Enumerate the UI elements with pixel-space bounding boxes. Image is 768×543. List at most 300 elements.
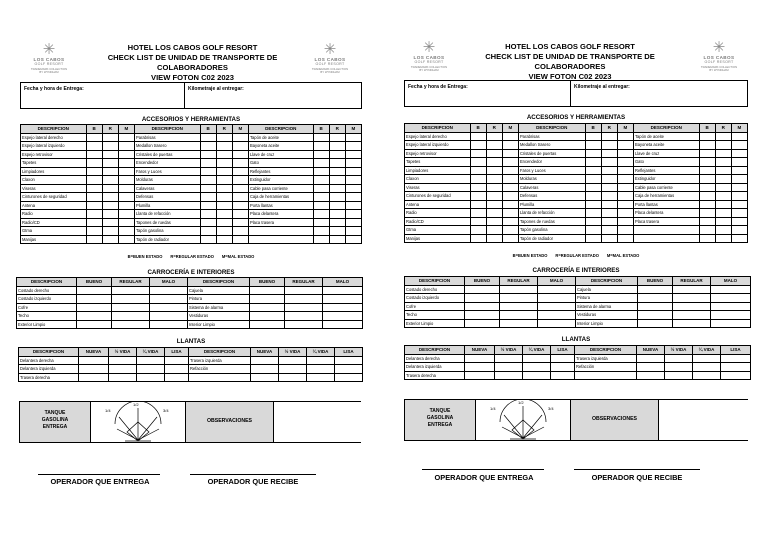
status-checkbox-cell[interactable] xyxy=(109,356,137,365)
observaciones-field[interactable] xyxy=(658,400,748,440)
status-checkbox-cell[interactable] xyxy=(693,371,721,380)
status-checkbox-cell[interactable] xyxy=(465,294,500,303)
status-checkbox-cell[interactable] xyxy=(500,319,538,328)
status-checkbox-cell[interactable] xyxy=(601,175,617,184)
status-checkbox-cell[interactable] xyxy=(345,235,361,244)
status-checkbox-cell[interactable] xyxy=(486,217,502,226)
status-checkbox-cell[interactable] xyxy=(699,209,715,218)
status-checkbox-cell[interactable] xyxy=(585,158,601,167)
status-checkbox-cell[interactable] xyxy=(250,286,285,295)
status-checkbox-cell[interactable] xyxy=(86,193,102,202)
status-checkbox-cell[interactable] xyxy=(102,210,118,219)
status-checkbox-cell[interactable] xyxy=(486,132,502,141)
status-checkbox-cell[interactable] xyxy=(601,209,617,218)
status-checkbox-cell[interactable] xyxy=(538,285,576,294)
status-checkbox-cell[interactable] xyxy=(638,285,673,294)
status-checkbox-cell[interactable] xyxy=(279,356,307,365)
status-checkbox-cell[interactable] xyxy=(486,200,502,209)
status-checkbox-cell[interactable] xyxy=(250,295,285,304)
status-checkbox-cell[interactable] xyxy=(329,184,345,193)
status-checkbox-cell[interactable] xyxy=(200,201,216,210)
status-checkbox-cell[interactable] xyxy=(86,159,102,168)
status-checkbox-cell[interactable] xyxy=(617,192,633,201)
status-checkbox-cell[interactable] xyxy=(715,234,731,243)
status-checkbox-cell[interactable] xyxy=(486,183,502,192)
status-checkbox-cell[interactable] xyxy=(216,159,232,168)
status-checkbox-cell[interactable] xyxy=(323,312,363,321)
status-checkbox-cell[interactable] xyxy=(617,183,633,192)
status-checkbox-cell[interactable] xyxy=(86,133,102,142)
status-checkbox-cell[interactable] xyxy=(731,132,747,141)
status-checkbox-cell[interactable] xyxy=(585,217,601,226)
status-checkbox-cell[interactable] xyxy=(502,217,518,226)
status-checkbox-cell[interactable] xyxy=(285,312,323,321)
status-checkbox-cell[interactable] xyxy=(102,184,118,193)
status-checkbox-cell[interactable] xyxy=(601,226,617,235)
status-checkbox-cell[interactable] xyxy=(699,200,715,209)
status-checkbox-cell[interactable] xyxy=(313,227,329,236)
status-checkbox-cell[interactable] xyxy=(329,142,345,151)
status-checkbox-cell[interactable] xyxy=(715,149,731,158)
status-checkbox-cell[interactable] xyxy=(200,159,216,168)
status-checkbox-cell[interactable] xyxy=(715,141,731,150)
status-checkbox-cell[interactable] xyxy=(112,320,150,329)
status-checkbox-cell[interactable] xyxy=(731,217,747,226)
status-checkbox-cell[interactable] xyxy=(731,226,747,235)
status-checkbox-cell[interactable] xyxy=(665,354,693,363)
status-checkbox-cell[interactable] xyxy=(715,132,731,141)
status-checkbox-cell[interactable] xyxy=(715,175,731,184)
status-checkbox-cell[interactable] xyxy=(601,192,617,201)
status-checkbox-cell[interactable] xyxy=(502,234,518,243)
status-checkbox-cell[interactable] xyxy=(165,356,189,365)
status-checkbox-cell[interactable] xyxy=(638,319,673,328)
status-checkbox-cell[interactable] xyxy=(232,167,248,176)
status-checkbox-cell[interactable] xyxy=(165,365,189,374)
status-checkbox-cell[interactable] xyxy=(617,149,633,158)
status-checkbox-cell[interactable] xyxy=(77,320,112,329)
status-checkbox-cell[interactable] xyxy=(699,183,715,192)
status-checkbox-cell[interactable] xyxy=(102,133,118,142)
status-checkbox-cell[interactable] xyxy=(307,356,335,365)
status-checkbox-cell[interactable] xyxy=(617,226,633,235)
status-checkbox-cell[interactable] xyxy=(313,142,329,151)
status-checkbox-cell[interactable] xyxy=(699,166,715,175)
status-checkbox-cell[interactable] xyxy=(345,176,361,185)
status-checkbox-cell[interactable] xyxy=(731,234,747,243)
status-checkbox-cell[interactable] xyxy=(77,312,112,321)
status-checkbox-cell[interactable] xyxy=(250,320,285,329)
status-checkbox-cell[interactable] xyxy=(585,209,601,218)
status-checkbox-cell[interactable] xyxy=(731,192,747,201)
status-checkbox-cell[interactable] xyxy=(585,175,601,184)
status-checkbox-cell[interactable] xyxy=(486,226,502,235)
status-checkbox-cell[interactable] xyxy=(118,201,134,210)
status-checkbox-cell[interactable] xyxy=(470,226,486,235)
status-checkbox-cell[interactable] xyxy=(731,209,747,218)
status-checkbox-cell[interactable] xyxy=(329,227,345,236)
status-checkbox-cell[interactable] xyxy=(102,235,118,244)
status-checkbox-cell[interactable] xyxy=(486,175,502,184)
status-checkbox-cell[interactable] xyxy=(200,235,216,244)
status-checkbox-cell[interactable] xyxy=(699,226,715,235)
status-checkbox-cell[interactable] xyxy=(711,285,751,294)
status-checkbox-cell[interactable] xyxy=(617,209,633,218)
status-checkbox-cell[interactable] xyxy=(216,176,232,185)
status-checkbox-cell[interactable] xyxy=(118,193,134,202)
status-checkbox-cell[interactable] xyxy=(486,209,502,218)
status-checkbox-cell[interactable] xyxy=(86,184,102,193)
status-checkbox-cell[interactable] xyxy=(711,319,751,328)
fuel-gauge[interactable] xyxy=(90,402,185,442)
status-checkbox-cell[interactable] xyxy=(665,371,693,380)
status-checkbox-cell[interactable] xyxy=(711,302,751,311)
status-checkbox-cell[interactable] xyxy=(637,354,665,363)
status-checkbox-cell[interactable] xyxy=(285,286,323,295)
status-checkbox-cell[interactable] xyxy=(118,167,134,176)
status-checkbox-cell[interactable] xyxy=(486,192,502,201)
status-checkbox-cell[interactable] xyxy=(601,132,617,141)
status-checkbox-cell[interactable] xyxy=(216,218,232,227)
status-checkbox-cell[interactable] xyxy=(585,226,601,235)
status-checkbox-cell[interactable] xyxy=(601,166,617,175)
status-checkbox-cell[interactable] xyxy=(285,320,323,329)
status-checkbox-cell[interactable] xyxy=(79,356,109,365)
status-checkbox-cell[interactable] xyxy=(699,158,715,167)
status-checkbox-cell[interactable] xyxy=(502,132,518,141)
status-checkbox-cell[interactable] xyxy=(118,184,134,193)
status-checkbox-cell[interactable] xyxy=(313,167,329,176)
status-checkbox-cell[interactable] xyxy=(200,133,216,142)
status-checkbox-cell[interactable] xyxy=(150,312,188,321)
status-checkbox-cell[interactable] xyxy=(216,235,232,244)
status-checkbox-cell[interactable] xyxy=(699,132,715,141)
status-checkbox-cell[interactable] xyxy=(345,142,361,151)
status-checkbox-cell[interactable] xyxy=(150,295,188,304)
status-checkbox-cell[interactable] xyxy=(345,201,361,210)
status-checkbox-cell[interactable] xyxy=(711,311,751,320)
status-checkbox-cell[interactable] xyxy=(200,150,216,159)
status-checkbox-cell[interactable] xyxy=(118,210,134,219)
status-checkbox-cell[interactable] xyxy=(500,311,538,320)
status-checkbox-cell[interactable] xyxy=(86,235,102,244)
status-checkbox-cell[interactable] xyxy=(502,209,518,218)
status-checkbox-cell[interactable] xyxy=(470,141,486,150)
status-checkbox-cell[interactable] xyxy=(465,302,500,311)
status-checkbox-cell[interactable] xyxy=(500,294,538,303)
status-checkbox-cell[interactable] xyxy=(470,200,486,209)
status-checkbox-cell[interactable] xyxy=(137,365,165,374)
status-checkbox-cell[interactable] xyxy=(638,311,673,320)
status-checkbox-cell[interactable] xyxy=(335,365,363,374)
status-checkbox-cell[interactable] xyxy=(118,235,134,244)
status-checkbox-cell[interactable] xyxy=(216,150,232,159)
status-checkbox-cell[interactable] xyxy=(693,354,721,363)
status-checkbox-cell[interactable] xyxy=(715,192,731,201)
status-checkbox-cell[interactable] xyxy=(112,303,150,312)
status-checkbox-cell[interactable] xyxy=(699,217,715,226)
status-checkbox-cell[interactable] xyxy=(538,302,576,311)
kilometraje-field[interactable]: Kilometraje al entregar: xyxy=(570,81,747,106)
status-checkbox-cell[interactable] xyxy=(715,200,731,209)
fuel-gauge[interactable] xyxy=(475,400,570,440)
status-checkbox-cell[interactable] xyxy=(79,365,109,374)
status-checkbox-cell[interactable] xyxy=(470,175,486,184)
status-checkbox-cell[interactable] xyxy=(617,141,633,150)
status-checkbox-cell[interactable] xyxy=(118,150,134,159)
status-checkbox-cell[interactable] xyxy=(329,150,345,159)
status-checkbox-cell[interactable] xyxy=(118,218,134,227)
status-checkbox-cell[interactable] xyxy=(731,158,747,167)
status-checkbox-cell[interactable] xyxy=(551,363,575,372)
status-checkbox-cell[interactable] xyxy=(699,175,715,184)
status-checkbox-cell[interactable] xyxy=(109,365,137,374)
status-checkbox-cell[interactable] xyxy=(731,200,747,209)
status-checkbox-cell[interactable] xyxy=(601,141,617,150)
status-checkbox-cell[interactable] xyxy=(250,303,285,312)
status-checkbox-cell[interactable] xyxy=(673,285,711,294)
status-checkbox-cell[interactable] xyxy=(585,192,601,201)
status-checkbox-cell[interactable] xyxy=(279,365,307,374)
status-checkbox-cell[interactable] xyxy=(232,142,248,151)
status-checkbox-cell[interactable] xyxy=(465,311,500,320)
status-checkbox-cell[interactable] xyxy=(329,133,345,142)
status-checkbox-cell[interactable] xyxy=(617,175,633,184)
status-checkbox-cell[interactable] xyxy=(118,176,134,185)
status-checkbox-cell[interactable] xyxy=(216,167,232,176)
status-checkbox-cell[interactable] xyxy=(307,365,335,374)
status-checkbox-cell[interactable] xyxy=(323,286,363,295)
status-checkbox-cell[interactable] xyxy=(731,149,747,158)
status-checkbox-cell[interactable] xyxy=(721,371,751,380)
status-checkbox-cell[interactable] xyxy=(470,234,486,243)
status-checkbox-cell[interactable] xyxy=(329,218,345,227)
status-checkbox-cell[interactable] xyxy=(601,183,617,192)
status-checkbox-cell[interactable] xyxy=(250,312,285,321)
status-checkbox-cell[interactable] xyxy=(486,234,502,243)
status-checkbox-cell[interactable] xyxy=(335,356,363,365)
status-checkbox-cell[interactable] xyxy=(585,149,601,158)
status-checkbox-cell[interactable] xyxy=(345,227,361,236)
status-checkbox-cell[interactable] xyxy=(699,149,715,158)
status-checkbox-cell[interactable] xyxy=(232,201,248,210)
status-checkbox-cell[interactable] xyxy=(502,226,518,235)
status-checkbox-cell[interactable] xyxy=(329,193,345,202)
status-checkbox-cell[interactable] xyxy=(617,200,633,209)
status-checkbox-cell[interactable] xyxy=(470,209,486,218)
status-checkbox-cell[interactable] xyxy=(232,150,248,159)
status-checkbox-cell[interactable] xyxy=(313,210,329,219)
status-checkbox-cell[interactable] xyxy=(77,303,112,312)
status-checkbox-cell[interactable] xyxy=(538,294,576,303)
status-checkbox-cell[interactable] xyxy=(313,176,329,185)
status-checkbox-cell[interactable] xyxy=(345,193,361,202)
status-checkbox-cell[interactable] xyxy=(470,192,486,201)
status-checkbox-cell[interactable] xyxy=(601,158,617,167)
status-checkbox-cell[interactable] xyxy=(502,192,518,201)
status-checkbox-cell[interactable] xyxy=(345,210,361,219)
status-checkbox-cell[interactable] xyxy=(216,133,232,142)
status-checkbox-cell[interactable] xyxy=(102,142,118,151)
status-checkbox-cell[interactable] xyxy=(200,227,216,236)
status-checkbox-cell[interactable] xyxy=(112,286,150,295)
status-checkbox-cell[interactable] xyxy=(617,217,633,226)
status-checkbox-cell[interactable] xyxy=(502,200,518,209)
status-checkbox-cell[interactable] xyxy=(699,234,715,243)
status-checkbox-cell[interactable] xyxy=(216,184,232,193)
status-checkbox-cell[interactable] xyxy=(486,166,502,175)
status-checkbox-cell[interactable] xyxy=(495,371,523,380)
status-checkbox-cell[interactable] xyxy=(200,184,216,193)
status-checkbox-cell[interactable] xyxy=(470,166,486,175)
status-checkbox-cell[interactable] xyxy=(617,234,633,243)
status-checkbox-cell[interactable] xyxy=(112,295,150,304)
status-checkbox-cell[interactable] xyxy=(673,311,711,320)
status-checkbox-cell[interactable] xyxy=(329,159,345,168)
status-checkbox-cell[interactable] xyxy=(216,227,232,236)
status-checkbox-cell[interactable] xyxy=(285,295,323,304)
status-checkbox-cell[interactable] xyxy=(102,193,118,202)
status-checkbox-cell[interactable] xyxy=(102,227,118,236)
status-checkbox-cell[interactable] xyxy=(323,303,363,312)
status-checkbox-cell[interactable] xyxy=(285,303,323,312)
status-checkbox-cell[interactable] xyxy=(77,286,112,295)
status-checkbox-cell[interactable] xyxy=(617,132,633,141)
status-checkbox-cell[interactable] xyxy=(523,371,551,380)
status-checkbox-cell[interactable] xyxy=(323,295,363,304)
status-checkbox-cell[interactable] xyxy=(465,319,500,328)
status-checkbox-cell[interactable] xyxy=(232,193,248,202)
status-checkbox-cell[interactable] xyxy=(731,166,747,175)
status-checkbox-cell[interactable] xyxy=(86,150,102,159)
status-checkbox-cell[interactable] xyxy=(585,183,601,192)
status-checkbox-cell[interactable] xyxy=(585,166,601,175)
status-checkbox-cell[interactable] xyxy=(345,184,361,193)
status-checkbox-cell[interactable] xyxy=(500,302,538,311)
status-checkbox-cell[interactable] xyxy=(216,210,232,219)
status-checkbox-cell[interactable] xyxy=(665,363,693,372)
status-checkbox-cell[interactable] xyxy=(601,234,617,243)
status-checkbox-cell[interactable] xyxy=(251,356,279,365)
status-checkbox-cell[interactable] xyxy=(495,354,523,363)
status-checkbox-cell[interactable] xyxy=(313,193,329,202)
status-checkbox-cell[interactable] xyxy=(715,226,731,235)
status-checkbox-cell[interactable] xyxy=(216,193,232,202)
observaciones-field[interactable] xyxy=(273,402,361,442)
status-checkbox-cell[interactable] xyxy=(731,141,747,150)
status-checkbox-cell[interactable] xyxy=(551,371,575,380)
status-checkbox-cell[interactable] xyxy=(470,158,486,167)
status-checkbox-cell[interactable] xyxy=(585,200,601,209)
status-checkbox-cell[interactable] xyxy=(102,159,118,168)
status-checkbox-cell[interactable] xyxy=(150,286,188,295)
status-checkbox-cell[interactable] xyxy=(345,218,361,227)
status-checkbox-cell[interactable] xyxy=(232,218,248,227)
status-checkbox-cell[interactable] xyxy=(112,312,150,321)
status-checkbox-cell[interactable] xyxy=(251,365,279,374)
status-checkbox-cell[interactable] xyxy=(495,363,523,372)
status-checkbox-cell[interactable] xyxy=(715,158,731,167)
status-checkbox-cell[interactable] xyxy=(77,295,112,304)
status-checkbox-cell[interactable] xyxy=(329,235,345,244)
status-checkbox-cell[interactable] xyxy=(465,363,495,372)
status-checkbox-cell[interactable] xyxy=(118,142,134,151)
status-checkbox-cell[interactable] xyxy=(673,319,711,328)
status-checkbox-cell[interactable] xyxy=(329,210,345,219)
status-checkbox-cell[interactable] xyxy=(502,175,518,184)
status-checkbox-cell[interactable] xyxy=(335,373,363,382)
status-checkbox-cell[interactable] xyxy=(102,176,118,185)
status-checkbox-cell[interactable] xyxy=(329,201,345,210)
status-checkbox-cell[interactable] xyxy=(232,227,248,236)
status-checkbox-cell[interactable] xyxy=(715,166,731,175)
status-checkbox-cell[interactable] xyxy=(200,210,216,219)
status-checkbox-cell[interactable] xyxy=(232,133,248,142)
status-checkbox-cell[interactable] xyxy=(137,356,165,365)
status-checkbox-cell[interactable] xyxy=(585,234,601,243)
status-checkbox-cell[interactable] xyxy=(118,159,134,168)
status-checkbox-cell[interactable] xyxy=(502,158,518,167)
status-checkbox-cell[interactable] xyxy=(200,142,216,151)
status-checkbox-cell[interactable] xyxy=(638,302,673,311)
status-checkbox-cell[interactable] xyxy=(137,373,165,382)
status-checkbox-cell[interactable] xyxy=(638,294,673,303)
status-checkbox-cell[interactable] xyxy=(102,150,118,159)
status-checkbox-cell[interactable] xyxy=(251,373,279,382)
status-checkbox-cell[interactable] xyxy=(232,159,248,168)
status-checkbox-cell[interactable] xyxy=(313,201,329,210)
status-checkbox-cell[interactable] xyxy=(200,167,216,176)
status-checkbox-cell[interactable] xyxy=(86,142,102,151)
status-checkbox-cell[interactable] xyxy=(86,210,102,219)
status-checkbox-cell[interactable] xyxy=(585,132,601,141)
status-checkbox-cell[interactable] xyxy=(232,176,248,185)
status-checkbox-cell[interactable] xyxy=(715,217,731,226)
status-checkbox-cell[interactable] xyxy=(673,302,711,311)
status-checkbox-cell[interactable] xyxy=(470,132,486,141)
status-checkbox-cell[interactable] xyxy=(313,235,329,244)
status-checkbox-cell[interactable] xyxy=(486,149,502,158)
status-checkbox-cell[interactable] xyxy=(601,217,617,226)
fecha-entrega-field[interactable]: Fecha y hora de Entrega: xyxy=(24,86,84,92)
status-checkbox-cell[interactable] xyxy=(721,363,751,372)
status-checkbox-cell[interactable] xyxy=(216,142,232,151)
status-checkbox-cell[interactable] xyxy=(102,201,118,210)
status-checkbox-cell[interactable] xyxy=(279,373,307,382)
status-checkbox-cell[interactable] xyxy=(109,373,137,382)
status-checkbox-cell[interactable] xyxy=(313,159,329,168)
status-checkbox-cell[interactable] xyxy=(150,303,188,312)
status-checkbox-cell[interactable] xyxy=(313,150,329,159)
status-checkbox-cell[interactable] xyxy=(200,193,216,202)
status-checkbox-cell[interactable] xyxy=(637,363,665,372)
status-checkbox-cell[interactable] xyxy=(693,363,721,372)
status-checkbox-cell[interactable] xyxy=(538,311,576,320)
status-checkbox-cell[interactable] xyxy=(601,149,617,158)
status-checkbox-cell[interactable] xyxy=(165,373,189,382)
status-checkbox-cell[interactable] xyxy=(502,183,518,192)
status-checkbox-cell[interactable] xyxy=(216,201,232,210)
status-checkbox-cell[interactable] xyxy=(232,235,248,244)
status-checkbox-cell[interactable] xyxy=(232,184,248,193)
status-checkbox-cell[interactable] xyxy=(699,192,715,201)
status-checkbox-cell[interactable] xyxy=(329,176,345,185)
status-checkbox-cell[interactable] xyxy=(523,354,551,363)
status-checkbox-cell[interactable] xyxy=(345,133,361,142)
status-checkbox-cell[interactable] xyxy=(345,159,361,168)
status-checkbox-cell[interactable] xyxy=(465,354,495,363)
status-checkbox-cell[interactable] xyxy=(465,371,495,380)
